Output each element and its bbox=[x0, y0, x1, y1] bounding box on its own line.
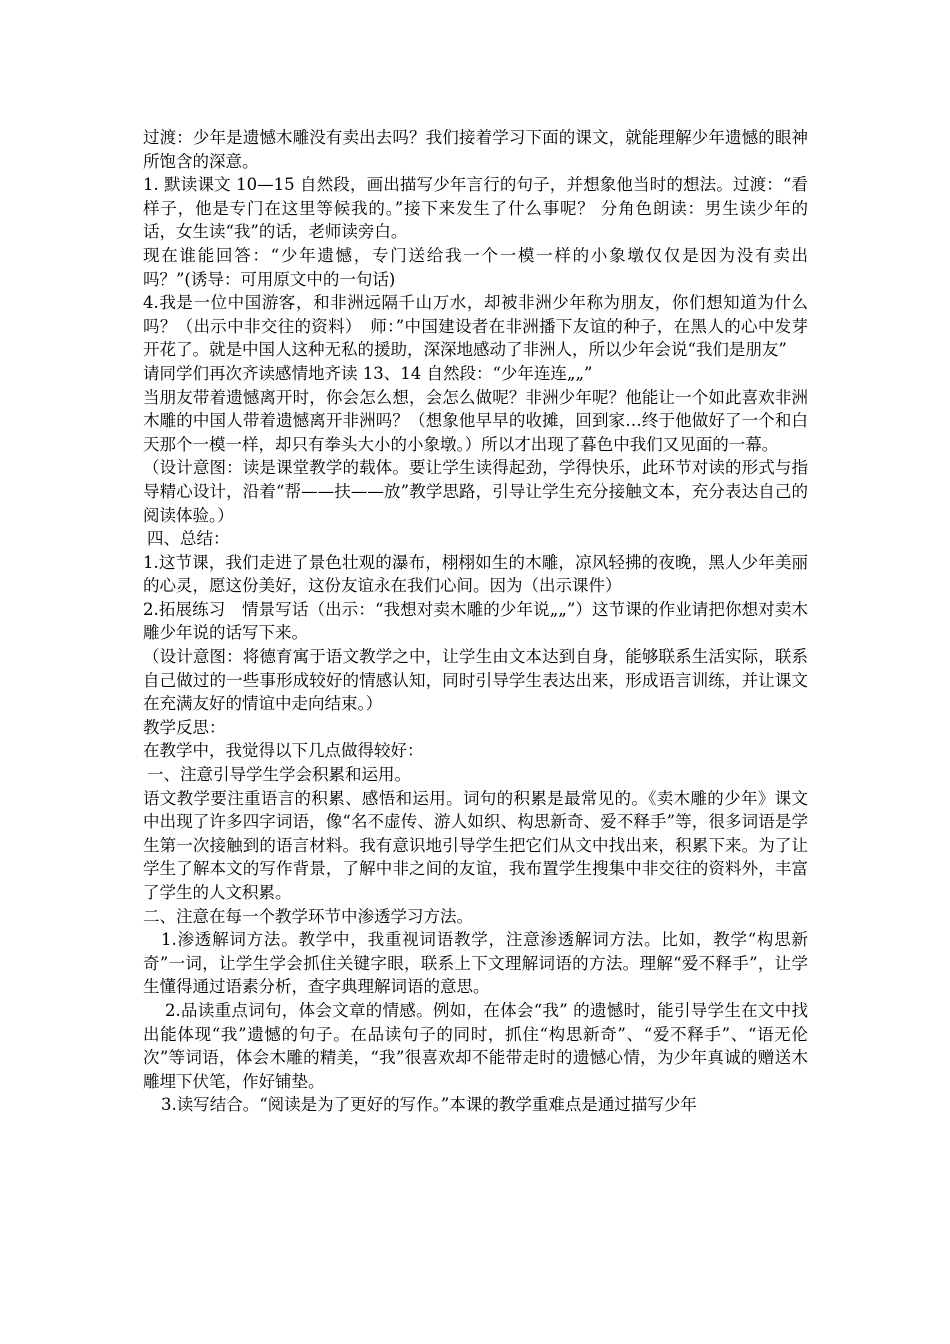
paragraph: 现在谁能回答：“少年遗憾，专门送给我一个一模一样的小象墩仅仅是因为没有卖出吗？”(诱导：可用原文中的一句话) bbox=[143, 245, 808, 289]
paragraph: 过渡：少年是遗憾木雕没有卖出去吗？我们接着学习下面的课文，就能理解少年遗憾的眼神所饱含的深意。 bbox=[143, 128, 808, 171]
paragraph: 3.读写结合。“阅读是为了更好的写作。”本课的教学重难点是通过描写少年 bbox=[161, 1095, 697, 1115]
paragraph: 语文教学要注重语言的积累、感悟和运用。词句的积累是最常见的。《卖木雕的少年》课文中出现了许多四字词语，像“名不虚传、游人如织、构思新奇、爱不释手”等，很多词语是学生第一次接触到的语言材料。我有意识地引导学生把它们从文中找出来，积累下来。为了让学生了解本文的写作背景，了解中非之间的友谊，我布置学生搜集中非交往的资料外，丰富了学生的人文积累。 bbox=[143, 788, 808, 902]
paragraph: 2.拓展练习 情景写话（出示：“我想对卖木雕的少年说„„”）这节课的作业请把你想对卖木雕少年说的话写下来。 bbox=[143, 599, 808, 643]
paragraph: 2.品读重点词句，体会文章的情感。例如，在体会“我” 的遗憾时，能引导学生在文中找出能体现“我”遗憾的句子。在品读句子的同时，抓住“构思新奇”、“爱不释手”、“语无伦次”等词语，体会木雕的精美，“我”很喜欢却不能带走时的遗憾心情，为少年真诚的赠送木雕埋下伏笔，作好铺垫。 bbox=[143, 1000, 808, 1091]
paragraph: 在教学中，我觉得以下几点做得较好： bbox=[143, 741, 424, 761]
paragraph: （设计意图：将德育寓于语文教学之中，让学生由文本达到自身，能够联系生活实际，联系自己做过的一些事形成较好的情感认知，同时引导学生表达出来，形成语言训练，并让课文在充满友好的情谊中走向结束。） bbox=[143, 647, 808, 714]
section-heading: 二、注意在每一个教学环节中渗透学习方法。 bbox=[143, 906, 473, 926]
paragraph: 1.渗透解词方法。教学中，我重视词语教学，注意渗透解词方法。比如，教学“构思新奇”一词，让学生学会抓住关键字眼，联系上下文理解词语的方法。理解“爱不释手”，让学生懂得通过语素分析，查字典理解词语的意思。 bbox=[143, 930, 808, 997]
paragraph: （设计意图：读是课堂教学的载体。要让学生读得起劲，学得快乐，此环节对读的形式与指导精心设计，沿着“帮——扶——放”教学思路，引导让学生充分接触文本，充分表达自己的阅读体验。） bbox=[143, 458, 808, 525]
paragraph: 请同学们再次齐读感情地齐读 13、14 自然段：“少年连连„„” bbox=[143, 363, 593, 383]
paragraph: 4.我是一位中国游客，和非洲远隔千山万水，却被非洲少年称为朋友，你们想知道为什么吗？（出示中非交往的资料） 师：”中国建设者在非洲播下友谊的种子，在黑人的心中发芽开花了。就是中国人这种无私的援助，深深地感动了非洲人，所以少年会说“我们是朋友” bbox=[143, 293, 808, 360]
paragraph: 1.这节课，我们走进了景色壮观的瀑布，栩栩如生的木雕，凉风轻拂的夜晚，黑人少年美丽的心灵，愿这份美好，这份友谊永在我们心间。因为（出示课件） bbox=[143, 552, 808, 596]
section-heading: 一、注意引导学生学会积累和运用。 bbox=[147, 765, 411, 785]
document-body bbox=[143, 126, 808, 1117]
section-heading: 四、总结： bbox=[147, 529, 230, 549]
paragraph: 1. 默读课文 10—15 自然段，画出描写少年言行的句子，并想象他当时的想法。过渡：“看样子，他是专门在这里等候我的。”接下来发生了什么事呢？ 分角色朗读：男生读少年的话，女生读“我”的话，老师读旁白。 bbox=[143, 175, 808, 242]
paragraph: 当朋友带着遗憾离开时，你会怎么想，会怎么做呢？非洲少年呢？他能让一个如此喜欢非洲木雕的中国人带着遗憾离开非洲吗？（想象他早早的收摊，回到家…终于他做好了一个和白天那个一模一样，却只有拳头大小的小象墩。）所以才出现了暮色中我们又见面的一幕。 bbox=[143, 387, 808, 454]
section-heading: 教学反思： bbox=[143, 717, 226, 737]
